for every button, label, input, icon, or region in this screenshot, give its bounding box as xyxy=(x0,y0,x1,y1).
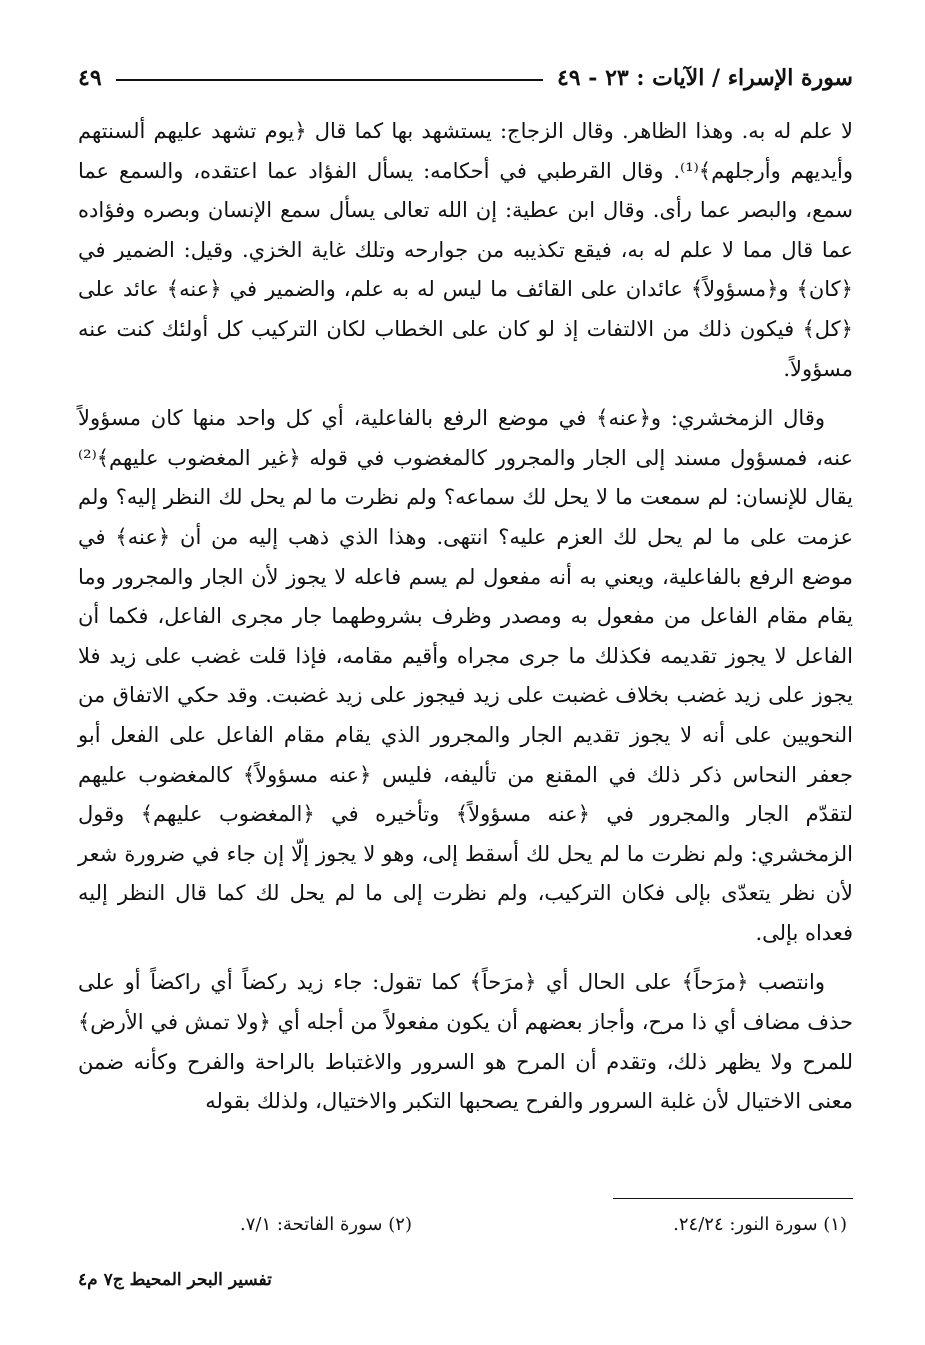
footnote-1: (١) سورة النور: ٢٤/٢٤. xyxy=(673,1214,847,1235)
printer-signature: تفسير البحر المحيط ج٧ م٤ xyxy=(78,1270,272,1290)
page-header xyxy=(78,58,853,98)
footnote-2: (٢) سورة الفاتحة: ٧/١. xyxy=(240,1214,412,1235)
footnotes xyxy=(240,1214,847,1235)
page-number: ٤٩ xyxy=(78,65,102,91)
footnote-divider xyxy=(613,1198,853,1199)
paragraph: وانتصب ﴿مرَحاً﴾ على الحال أي ﴿مرَحاً﴾ كما تقول: جاء زيد ركضاً أي راكضاً أو على حذف مضاف أي ذا مرح، وأجاز بعضهم أن يكون مفعولاً من أجله أي ﴿ولا تمش في الأرض﴾ للمرح ولا يظهر ذلك، وتقدم أن المرح هو السرور والاغتباط بالراحة والفرح وكأنه ضمن معنى الاختيال لأن غلبة السرور والفرح يصحبها التكبر والاختيال، ولذلك بقوله xyxy=(78,970,853,1114)
header-rule xyxy=(116,79,543,81)
main-text xyxy=(78,112,853,1122)
running-title: سورة الإسراء / الآيات : ٢٣ - ٤٩ xyxy=(556,65,853,91)
paragraph: لا علم له به. وهذا الظاهر. وقال الزجاج: يستشهد بها كما قال ﴿يوم تشهد عليهم ألسنتهم وأيديهم وأرجلهم﴾⁽¹⁾. وقال القرطبي في أحكامه: يسأل الفؤاد عما اعتقده، والسمع عما سمع، والبصر عما رأى. وقال ابن عطية: إن الله تعالى يسأل سمع الإنسان وبصره وفؤاده عما قال مما لا علم له به، فيقع تكذيبه من جوارحه وتلك غاية الخزي. وقيل: الضمير في ﴿كان﴾ و﴿مسؤولاً﴾ عائدان على القائف ما ليس له به علم، والضمير في ﴿عنه﴾ عائد على ﴿كل﴾ فيكون ذلك من الالتفات إذ لو كان على الخطاب لكان التركيب كل أولئك كنت عنه مسؤولاً. xyxy=(78,119,853,381)
paragraph: وقال الزمخشري: و﴿عنه﴾ في موضع الرفع بالفاعلية، أي كل واحد منها كان مسؤولاً عنه، فمسؤول مسند إلى الجار والمجرور كالمغضوب في قوله ﴿غير المغضوب عليهم﴾⁽²⁾ يقال للإنسان: لم سمعت ما لا يحل لك سماعه؟ ولم نظرت ما لم يحل لك النظر إليه؟ ولم عزمت على ما لم يحل لك العزم عليه؟ انتهى. وهذا الذي ذهب إليه من أن ﴿عنه﴾ في موضع الرفع بالفاعلية، ويعني به أنه مفعول لم يسم فاعله لا يجوز لأن الجار والمجرور وما يقام مقام الفاعل من مفعول به ومصدر وظرف بشروطهما جار مجرى الفاعل، فكما أن الفاعل لا يجوز تقديمه فكذلك ما جرى مجراه وأقيم مقامه، فإذا قلت غضب على زيد فلا يجوز على زيد غضب بخلاف غضبت على زيد فيجوز على زيد غضبت. وقد حكي الاتفاق من النحويين على أنه لا يجوز تقديم الجار والمجرور الذي يقام مقام الفاعل على الفعل أبو جعفر النحاس ذكر ذلك في المقنع من تأليفه، فليس ﴿عنه مسؤولاً﴾ كالمغضوب عليهم لتقدّم الجار والمجرور في ﴿عنه مسؤولاً﴾ وتأخيره في ﴿المغضوب عليهم﴾ وقول الزمخشري: ولم نظرت ما لم يحل لك أسقط إلى، وهو لا يجوز إلّا إن جاء في ضرورة شعر لأن نظر يتعدّى بإلى فكان التركيب، ولم نظرت إلى ما لم يحل لك كما قال النظر إليه فعداه بإلى. xyxy=(78,406,854,945)
